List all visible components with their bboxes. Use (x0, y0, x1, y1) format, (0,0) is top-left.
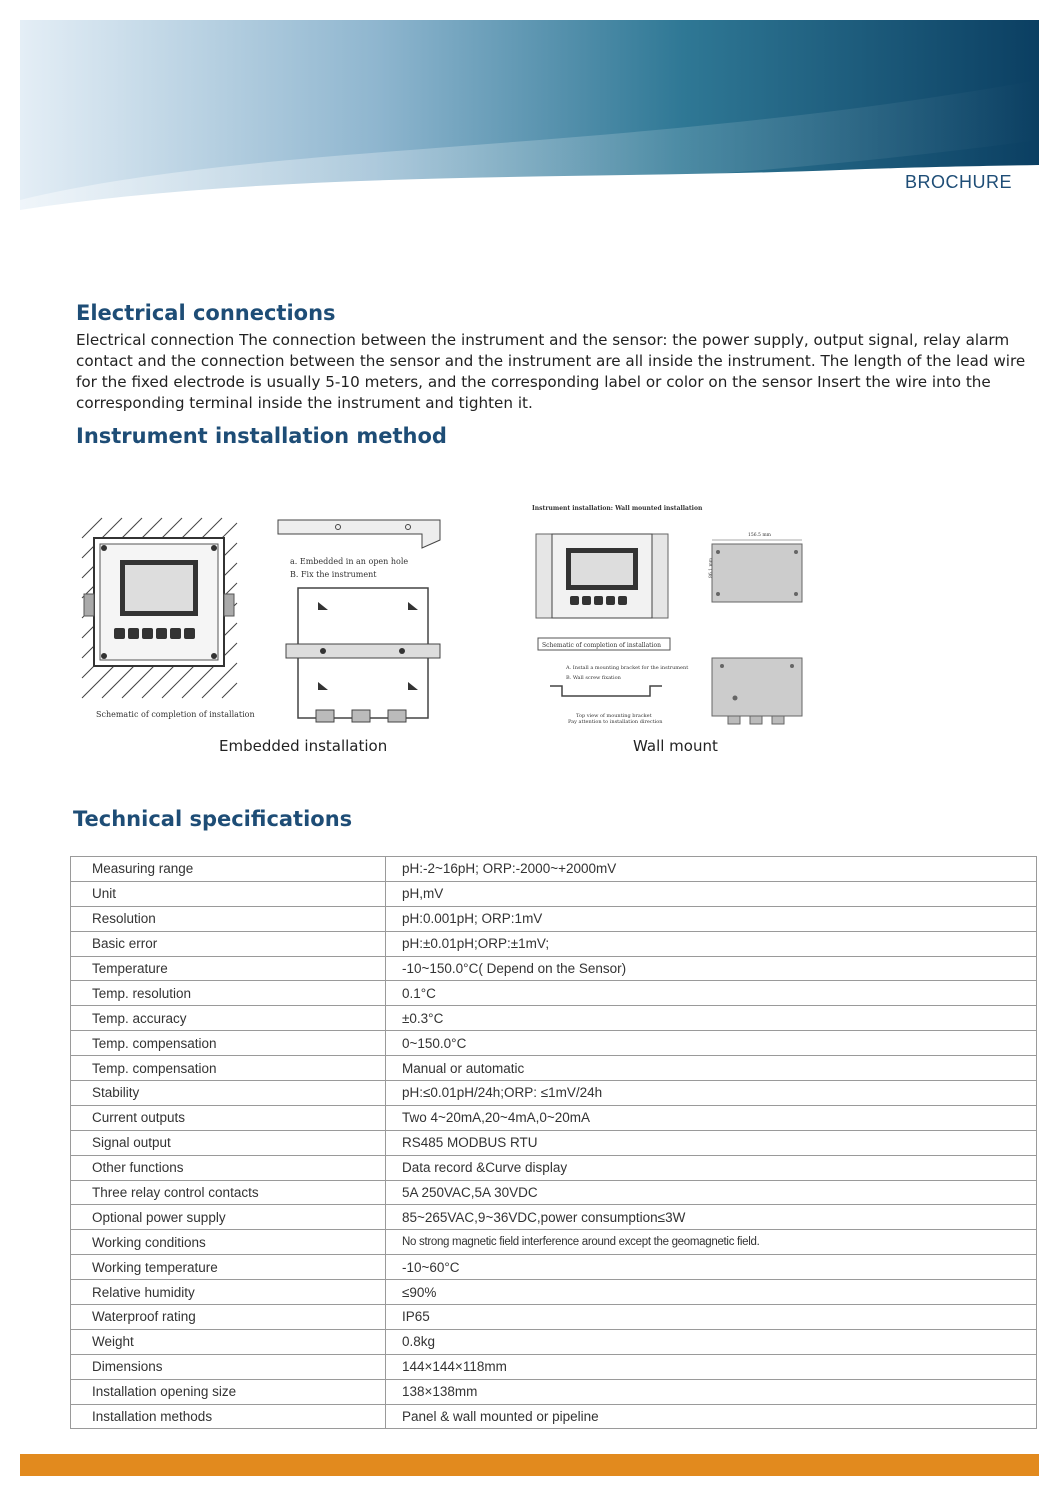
table-row (71, 931, 1037, 956)
table-row (71, 1130, 1037, 1155)
spec-parameter: Installation methods (71, 1404, 386, 1429)
table-row (71, 981, 1037, 1006)
wall-mount-caption: Wall mount (633, 737, 718, 755)
table-row (71, 1404, 1037, 1429)
wall-schematic-label: Schematic of completion of installation (542, 642, 661, 649)
spec-value: pH:-2~16pH; ORP:-2000~+2000mV (386, 857, 1037, 882)
spec-parameter: Measuring range (71, 857, 386, 882)
spec-value: 0.1°C (386, 981, 1037, 1006)
table-row (71, 1031, 1037, 1056)
table-row (71, 881, 1037, 906)
embedded-step-b: B. Fix the instrument (290, 570, 377, 579)
spec-value: -10~60°C (386, 1255, 1037, 1280)
table-row (71, 906, 1037, 931)
spec-value: ±0.3°C (386, 1006, 1037, 1031)
wall-dim-width: 156.5 mm (748, 533, 771, 538)
spec-value: pH,mV (386, 881, 1037, 906)
spec-parameter: Working conditions (71, 1230, 386, 1255)
spec-value: 5A 250VAC,5A 30VDC (386, 1180, 1037, 1205)
spec-value: ≤90% (386, 1280, 1037, 1305)
specs-title: Technical specifications (73, 807, 353, 831)
installation-title: Instrument installation method (76, 424, 447, 448)
brochure-label: BROCHURE (905, 172, 1013, 192)
table-row (71, 1255, 1037, 1280)
spec-parameter: Signal output (71, 1130, 386, 1155)
spec-value: 0.8kg (386, 1329, 1037, 1354)
spec-parameter: Stability (71, 1081, 386, 1106)
spec-parameter: Resolution (71, 906, 386, 931)
table-row (71, 1329, 1037, 1354)
spec-value: 85~265VAC,9~36VDC,power consumption≤3W (386, 1205, 1037, 1230)
spec-value: pH:0.001pH; ORP:1mV (386, 906, 1037, 931)
spec-parameter: Temperature (71, 956, 386, 981)
wall-step-a: A. Install a mounting bracket for the instrument (566, 665, 689, 671)
spec-value: 0~150.0°C (386, 1031, 1037, 1056)
wall-mount-figure (530, 500, 820, 730)
spec-value: Two 4~20mA,20~4mA,0~20mA (386, 1105, 1037, 1130)
spec-value: pH:±0.01pH;ORP:±1mV; (386, 931, 1037, 956)
table-row (71, 1379, 1037, 1404)
spec-parameter: Temp. resolution (71, 981, 386, 1006)
electrical-body: Electrical connection The connection between the instrument and the sensor: the power supply, output signal, relay alarm contact and the connection between the sensor and the instrument are all inside the instrument. The length of the lead wire for the fixed electrode is usually 5-10 meters, and the corresponding label or color on the sensor Insert the wire into the corresponding terminal inside the instrument and tighten it. (76, 331, 1026, 412)
wall-heading: Instrument installation: Wall mounted installation (532, 505, 703, 512)
table-row (71, 1180, 1037, 1205)
spec-value: -10~150.0°C( Depend on the Sensor) (386, 956, 1037, 981)
spec-parameter: Unit (71, 881, 386, 906)
table-row (71, 1006, 1037, 1031)
spec-parameter: Temp. compensation (71, 1056, 386, 1081)
spec-value: pH:≤0.01pH/24h;ORP: ≤1mV/24h (386, 1081, 1037, 1106)
table-row (71, 956, 1037, 981)
table-row (71, 1056, 1037, 1081)
spec-value: Manual or automatic (386, 1056, 1037, 1081)
embedded-caption: Embedded installation (219, 737, 388, 755)
spec-value: Data record &Curve display (386, 1155, 1037, 1180)
electrical-title: Electrical connections (76, 301, 336, 325)
wall-dim-height: 86.1 mm (709, 558, 714, 578)
spec-parameter: Installation opening size (71, 1379, 386, 1404)
table-row (71, 1105, 1037, 1130)
embedded-schematic-label: Schematic of completion of installation (96, 710, 255, 719)
wall-bracket-note-1: Top view of mounting bracket (576, 713, 652, 719)
wave-graphic (20, 20, 1039, 257)
spec-value: No strong magnetic field interference around except the geomagnetic field. (386, 1230, 1037, 1255)
table-row (71, 1280, 1037, 1305)
spec-parameter: Weight (71, 1329, 386, 1354)
spec-parameter: Temp. compensation (71, 1031, 386, 1056)
header-banner (20, 20, 1039, 257)
spec-parameter: Basic error (71, 931, 386, 956)
table-row (71, 1305, 1037, 1330)
embedded-installation-figure (72, 510, 452, 725)
spec-parameter: Relative humidity (71, 1280, 386, 1305)
table-row (71, 1205, 1037, 1230)
table-row (71, 1155, 1037, 1180)
footer-bar (20, 1454, 1039, 1476)
wall-step-b: B. Wall screw fixation (566, 675, 621, 681)
spec-parameter: Other functions (71, 1155, 386, 1180)
spec-value: 138×138mm (386, 1379, 1037, 1404)
spec-value: RS485 MODBUS RTU (386, 1130, 1037, 1155)
spec-parameter: Temp. accuracy (71, 1006, 386, 1031)
spec-value: Panel & wall mounted or pipeline (386, 1404, 1037, 1429)
specs-table (70, 856, 1037, 1429)
spec-parameter: Waterproof rating (71, 1305, 386, 1330)
table-row (71, 1081, 1037, 1106)
wall-bracket-note-2: Pay attention to installation direction (568, 719, 663, 725)
spec-parameter: Dimensions (71, 1354, 386, 1379)
table-row (71, 1230, 1037, 1255)
spec-parameter: Optional power supply (71, 1205, 386, 1230)
spec-value: IP65 (386, 1305, 1037, 1330)
spec-value: 144×144×118mm (386, 1354, 1037, 1379)
table-row (71, 1354, 1037, 1379)
table-row (71, 857, 1037, 882)
spec-parameter: Current outputs (71, 1105, 386, 1130)
spec-parameter: Three relay control contacts (71, 1180, 386, 1205)
embedded-step-a: a. Embedded in an open hole (290, 557, 409, 566)
spec-parameter: Working temperature (71, 1255, 386, 1280)
